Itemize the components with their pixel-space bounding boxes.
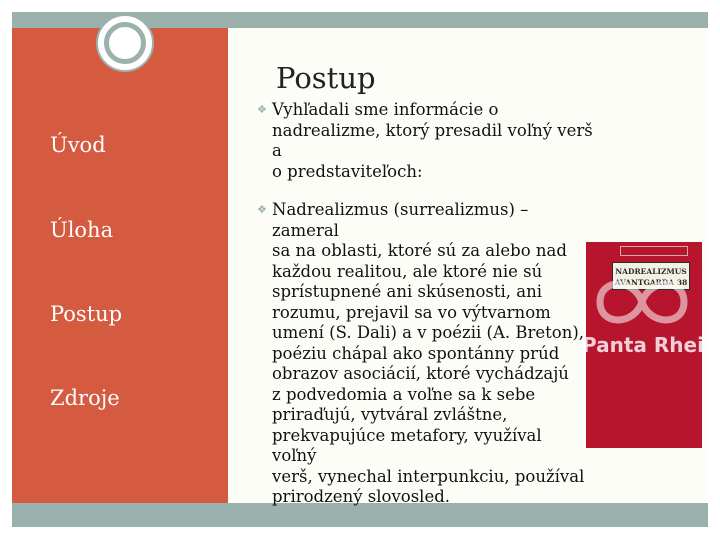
bullet-item (257, 100, 600, 182)
bullet-icon: ❖ (257, 203, 267, 216)
bullet-line: umení (S. Dali) a v poézii (A. Breton), (272, 323, 585, 342)
bullet-text (260, 200, 590, 508)
book-title-line: NADREALIZMUS (615, 267, 687, 276)
book-title-line: AVANTGARDA 38 (614, 278, 688, 287)
bullet-line: priraďujú, vytváral zvláštne, (272, 405, 508, 424)
bullet-line: sprístupnené ani skúsenosti, ani (272, 282, 542, 301)
bullet-line: sa na oblasti, ktoré sú za alebo nad (272, 241, 567, 260)
side-panel (12, 28, 228, 503)
book-author-strip (620, 246, 688, 256)
bullet-line: verš, vynechal interpunkciu, používal (272, 466, 585, 486)
page-title: Postup (276, 61, 376, 95)
bullet-line: nadrealizme, ktorý presadil voľný verš a (272, 120, 593, 160)
bullet-item (257, 200, 590, 508)
circle-ornament-icon (96, 14, 154, 72)
bullet-line: obrazov asociácií, ktoré vychádzajú (272, 364, 569, 383)
bullet-line: poéziu chápal ako spontánny prúd (272, 343, 560, 363)
nav-item-zdroje[interactable]: Zdroje (50, 386, 120, 410)
bullet-icon: ❖ (257, 103, 267, 116)
bullet-line: z podvedomia a voľne sa k sebe (272, 384, 536, 404)
bullet-line: každou realitou, ale ktoré nie sú (272, 261, 543, 281)
bullet-line: Nadrealizmus (surrealizmus) – zameral (272, 200, 529, 240)
nav-item-uloha[interactable]: Úloha (50, 218, 114, 242)
bullet-text (260, 100, 600, 182)
circle-ornament-inner (104, 22, 146, 64)
nav-item-postup[interactable]: Postup (50, 302, 123, 326)
nav-item-uvod[interactable]: Úvod (50, 133, 106, 157)
bullet-line: prekvapujúce metafory, využíval voľný (272, 425, 542, 465)
bullet-line: Vyhľadali sme informácie o (272, 100, 499, 119)
bullet-line: rozumu, prejavil sa vo výtvarnom (272, 302, 551, 322)
watermark-text: Panta Rhei (582, 333, 704, 357)
bullet-line: o predstaviteľoch: (272, 161, 423, 181)
bullet-line: prirodzený slovosled. (272, 487, 451, 506)
